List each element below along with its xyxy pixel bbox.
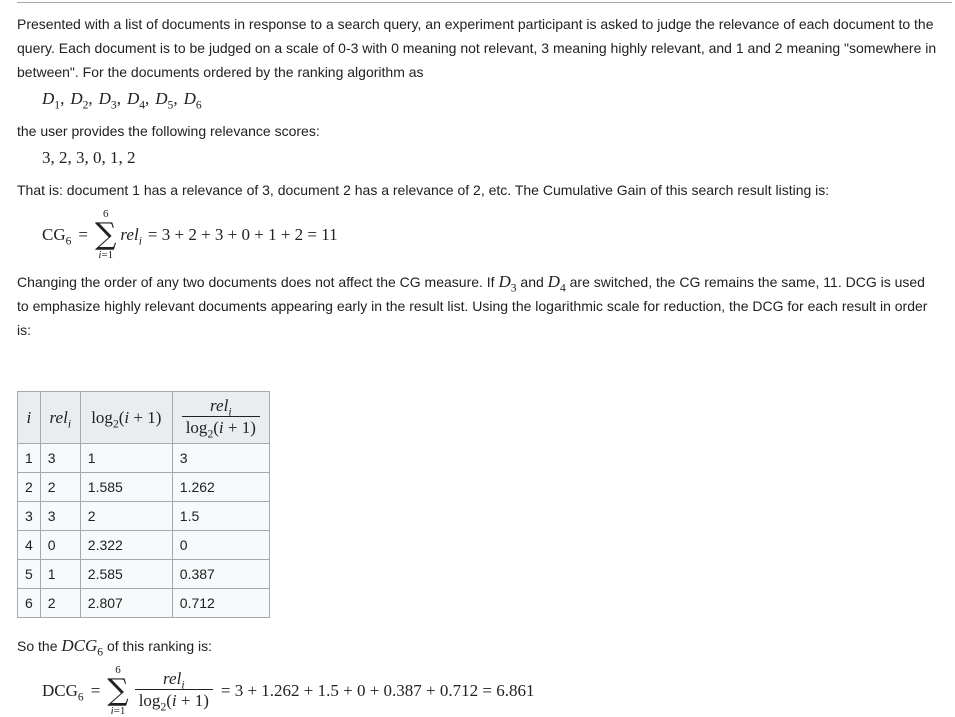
table-row <box>18 531 270 560</box>
math-sub: 1 <box>54 98 61 112</box>
math-sub: i <box>67 416 72 430</box>
math-sub: 5 <box>167 98 174 112</box>
table-row <box>18 502 270 531</box>
table-cell: 1.5 <box>172 502 269 531</box>
equals-sign: = <box>78 224 88 244</box>
table-cell: 4 <box>18 531 41 560</box>
math-sub: 2 <box>207 427 214 441</box>
col-ratio-header <box>172 392 269 444</box>
math-sub: 4 <box>139 98 145 112</box>
sum-upper-limit: 6 <box>102 208 109 220</box>
math-sub: 6 <box>195 98 202 112</box>
cg-formula <box>42 208 938 261</box>
math-sub: i <box>181 678 185 692</box>
sum-upper-limit: 6 <box>115 664 121 676</box>
table-cell: 3 <box>40 502 80 531</box>
math-sub: 2 <box>112 416 119 430</box>
equals-sign: = <box>90 680 101 700</box>
sum-lower-limit: i=1 <box>110 705 126 717</box>
table-cell: 3 <box>18 502 41 531</box>
math-sub: 3 <box>110 98 117 112</box>
document-order-math <box>42 88 938 110</box>
table-cell: 3 <box>40 444 80 473</box>
fraction-numerator: rel$_i$ <box>210 396 232 419</box>
table-cell: 0 <box>40 531 80 560</box>
table-cell: 0 <box>172 531 269 560</box>
table-cell: 2 <box>40 473 80 502</box>
col-rel-header: rel$_i$ <box>40 392 80 444</box>
math-comma: , <box>116 89 121 108</box>
table-cell: 2 <box>80 502 172 531</box>
dcg-lhs: $DCG_6$ <box>42 680 84 703</box>
math-sub: i <box>228 405 232 419</box>
math-var: D <box>126 89 140 108</box>
table-cell: 5 <box>18 560 41 589</box>
table-cell: 2.585 <box>80 560 172 589</box>
table-row <box>18 560 270 589</box>
cg-result: = 3 + 2 + 3 + 0 + 1 + 2 = 11 <box>147 224 338 244</box>
table-cell: 2 <box>18 473 41 502</box>
table-cell: 1 <box>18 444 41 473</box>
math-var: D <box>98 89 111 108</box>
table-cell: 1.585 <box>80 473 172 502</box>
fraction-denominator: $\log_2(i + 1)$ <box>138 691 209 714</box>
table-row <box>18 473 270 502</box>
table-cell: 6 <box>18 589 41 618</box>
intro-paragraph: Presented with a list of documents in response to a search query, an experiment participant is asked to judge the relevance of each document to the query. Each document is to be judged on a scale of 0-3 with 0 meaning not relevant, 3 meaning highly relevant, and 1 and 2 meaning "somewhere in between". For the documents ordered by the ranking algorithm as <box>17 16 937 80</box>
fraction-denominator: $\log_2(i + 1)$ <box>185 418 256 441</box>
math-comma: , <box>60 89 65 108</box>
math-sub: 6 <box>65 233 72 247</box>
table-row <box>18 444 270 473</box>
table-header-row <box>18 392 270 444</box>
header-fraction <box>182 396 260 439</box>
dcg-result: = 3 + 1.262 + 1.5 + 0 + 0.387 + 0.712 = 6.861 <box>220 680 535 700</box>
math-sub: 6 <box>97 645 104 659</box>
section-divider <box>17 2 952 3</box>
table-cell: 2.807 <box>80 589 172 618</box>
math-sub: 2 <box>82 98 89 112</box>
col-i-header: i <box>18 392 41 444</box>
col-log-header: $\log_2(i + 1)$ <box>80 392 172 444</box>
table-cell: 2.322 <box>80 531 172 560</box>
math-var: D <box>70 89 83 108</box>
dcg-fraction <box>135 669 213 712</box>
sigma-symbol: ∑ <box>107 673 129 708</box>
table-row <box>18 589 270 618</box>
relevance-scores-math: 3, 2, 3, 0, 1, 2 <box>42 148 136 167</box>
math-comma: , <box>145 89 150 108</box>
cg-term: rel$_i$ <box>120 224 142 247</box>
table-cell: 3 <box>172 444 269 473</box>
table-cell: 0.712 <box>172 589 269 618</box>
cumulative-gain-paragraph: That is: document 1 has a relevance of 3, document 2 has a relevance of 2, etc. The Cumulative Gain of this search result listing is: <box>17 182 830 198</box>
dcg-inline-math: $DCG_6$ <box>61 636 104 659</box>
table-cell: 1.262 <box>172 473 269 502</box>
math-var: D <box>183 89 196 108</box>
dcg-formula <box>42 664 938 717</box>
relevance-scores-intro: the user provides the following relevance scores: <box>17 123 320 139</box>
table-cell: 2 <box>40 589 80 618</box>
math-comma: , <box>88 89 93 108</box>
table-cell: 1 <box>80 444 172 473</box>
math-var: D <box>42 89 55 108</box>
math-var: D <box>155 89 168 108</box>
sigma-symbol: ∑ <box>95 217 117 252</box>
math-comma: , <box>173 89 178 108</box>
math-sub: 6 <box>77 689 84 703</box>
table-cell: 0.387 <box>172 560 269 589</box>
dcg-table <box>17 391 270 618</box>
order-change-paragraph: Changing the order of any two documents does not affect the CG measure. If $D_3$ and $D_4$ are switched, the CG remains the same, 11. DCG is used to emphasize highly relevant documents appearing early in the result list. Using the logarithmic scale for reduction, the DCG for each result in order is: <box>17 272 928 338</box>
cg-lhs: $CG_6$ <box>42 224 72 247</box>
sum-lower-limit: i=1 <box>98 249 114 261</box>
dcg-intro-paragraph: So the $DCG_6$ of this ranking is: <box>17 636 212 659</box>
summation <box>107 664 128 717</box>
math-sub: 2 <box>160 700 167 714</box>
d4-inline-math: $D_4$ <box>547 272 566 295</box>
table-cell: 1 <box>40 560 80 589</box>
math-sub: 3 <box>510 281 517 295</box>
d3-inline-math: $D_3$ <box>498 272 517 295</box>
math-sub: i <box>138 233 142 247</box>
math-sub: 4 <box>559 281 566 295</box>
fraction-numerator: rel$_i$ <box>163 669 185 692</box>
summation <box>95 208 116 261</box>
